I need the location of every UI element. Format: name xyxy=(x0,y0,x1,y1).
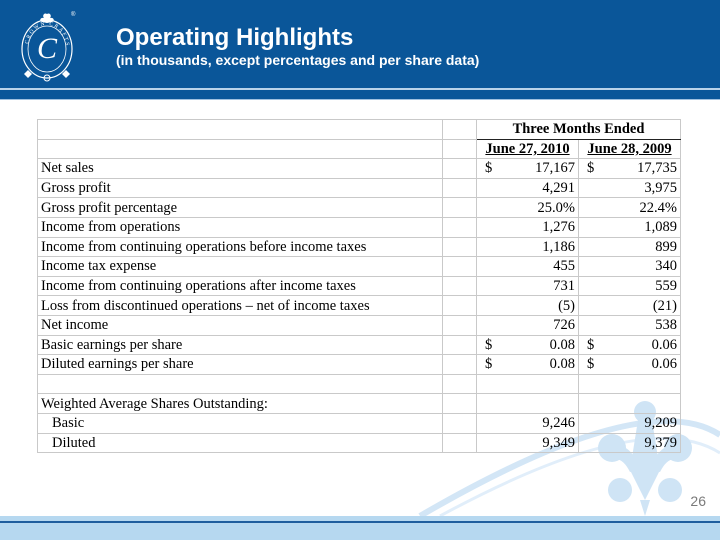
footer-bar xyxy=(0,516,720,540)
value-2009 xyxy=(579,276,681,296)
row-label: Basic xyxy=(38,413,443,433)
row-label: Loss from discontinued operations – net of income taxes xyxy=(38,296,443,316)
value-2010 xyxy=(477,335,579,355)
value-text: 17,735 xyxy=(637,160,677,177)
value-text: 9,379 xyxy=(644,434,677,451)
value-text: 22.4% xyxy=(639,199,677,216)
row-label: Income from continuing operations before income taxes xyxy=(38,237,443,257)
value-2010 xyxy=(477,217,579,237)
header-divider xyxy=(0,88,720,90)
header-bar xyxy=(0,0,720,99)
table-header-date-row xyxy=(38,139,681,159)
value-2010 xyxy=(477,159,579,179)
value-text: 0.06 xyxy=(651,356,677,373)
currency-symbol: $ xyxy=(587,336,595,353)
value-text: 538 xyxy=(655,317,677,334)
value-2010 xyxy=(477,355,579,375)
spacer-cell xyxy=(443,335,477,355)
column-group-header: Three Months Ended xyxy=(477,120,681,140)
footer-divider xyxy=(0,521,720,523)
value-text: 17,167 xyxy=(535,160,575,177)
row-label: Gross profit percentage xyxy=(38,198,443,218)
table-row xyxy=(38,374,681,394)
value-2009 xyxy=(579,198,681,218)
page-subtitle: (in thousands, except percentages and per share data) xyxy=(116,52,480,68)
value-2010 xyxy=(477,394,579,414)
spacer-cell xyxy=(443,394,477,414)
value-2010 xyxy=(477,433,579,453)
value-text: 0.06 xyxy=(651,336,677,353)
table-row xyxy=(38,159,681,179)
table-row xyxy=(38,296,681,316)
svg-text:C: C xyxy=(36,32,58,65)
page-number: 26 xyxy=(690,493,706,509)
value-text: (21) xyxy=(652,297,677,314)
value-2010 xyxy=(477,237,579,257)
svg-text:CROWN CRAFTS: CROWN CRAFTS xyxy=(24,20,71,48)
column-header-2009: June 28, 2009 xyxy=(579,139,681,159)
value-text: (5) xyxy=(558,297,575,314)
spacer-cell xyxy=(443,217,477,237)
value-text: 0.08 xyxy=(549,336,575,353)
currency-symbol: $ xyxy=(485,336,493,353)
row-label: Diluted xyxy=(38,433,443,453)
column-header-2010: June 27, 2010 xyxy=(477,139,579,159)
table-row xyxy=(38,355,681,375)
row-label: Net sales xyxy=(38,159,443,179)
value-2009 xyxy=(579,257,681,277)
value-2010 xyxy=(477,315,579,335)
row-label: Gross profit xyxy=(38,178,443,198)
table-header-group-row xyxy=(38,120,681,140)
row-label: Weighted Average Shares Outstanding: xyxy=(38,394,443,414)
value-2010 xyxy=(477,413,579,433)
value-text: 9,246 xyxy=(542,415,575,432)
value-text: 0.08 xyxy=(549,356,575,373)
value-text: 1,276 xyxy=(542,219,575,236)
row-label: Income tax expense xyxy=(38,257,443,277)
spacer-cell xyxy=(443,198,477,218)
value-2009 xyxy=(579,335,681,355)
spacer-cell xyxy=(443,433,477,453)
spacer-cell xyxy=(443,159,477,179)
header-bottom-line xyxy=(0,99,720,100)
spacer-cell xyxy=(443,296,477,316)
value-text: 3,975 xyxy=(644,180,677,197)
table-row xyxy=(38,276,681,296)
value-text: 340 xyxy=(655,258,677,275)
table-row xyxy=(38,198,681,218)
value-2009 xyxy=(579,159,681,179)
operating-highlights-table xyxy=(37,119,681,453)
value-2009 xyxy=(579,296,681,316)
value-text: 9,349 xyxy=(542,434,575,451)
table-row xyxy=(38,237,681,257)
value-2009 xyxy=(579,413,681,433)
spacer-cell xyxy=(443,276,477,296)
spacer-cell xyxy=(443,178,477,198)
value-2009 xyxy=(579,355,681,375)
value-text: 731 xyxy=(553,278,575,295)
table-row xyxy=(38,394,681,414)
value-text: 726 xyxy=(553,317,575,334)
value-2010 xyxy=(477,276,579,296)
spacer-cell xyxy=(443,355,477,375)
page-title: Operating Highlights xyxy=(116,24,354,51)
value-2009 xyxy=(579,394,681,414)
table-row xyxy=(38,335,681,355)
value-text: 9,209 xyxy=(644,415,677,432)
value-2010 xyxy=(477,198,579,218)
value-2009 xyxy=(579,217,681,237)
value-2010 xyxy=(477,296,579,316)
value-2009 xyxy=(579,374,681,394)
table-row xyxy=(38,257,681,277)
row-label: Net income xyxy=(38,315,443,335)
spacer-cell xyxy=(443,413,477,433)
spacer-cell xyxy=(443,237,477,257)
row-label: Basic earnings per share xyxy=(38,335,443,355)
crown-crafts-logo xyxy=(16,8,80,86)
value-text: 25.0% xyxy=(537,199,575,216)
row-label: Diluted earnings per share xyxy=(38,355,443,375)
value-2010 xyxy=(477,257,579,277)
currency-symbol: $ xyxy=(485,160,493,177)
row-label: Income from continuing operations after income taxes xyxy=(38,276,443,296)
value-text: 455 xyxy=(553,258,575,275)
row-label: Income from operations xyxy=(38,217,443,237)
row-label xyxy=(38,374,443,394)
value-text: 559 xyxy=(655,278,677,295)
table-row xyxy=(38,413,681,433)
value-2010 xyxy=(477,178,579,198)
value-2009 xyxy=(579,315,681,335)
value-2010 xyxy=(477,374,579,394)
value-text: 1,089 xyxy=(644,219,677,236)
spacer-cell xyxy=(443,374,477,394)
currency-symbol: $ xyxy=(587,160,595,177)
table-row xyxy=(38,178,681,198)
spacer-cell xyxy=(443,315,477,335)
spacer-cell xyxy=(443,257,477,277)
value-text: 1,186 xyxy=(542,238,575,255)
svg-text:®: ® xyxy=(71,12,76,18)
table-row xyxy=(38,315,681,335)
value-2009 xyxy=(579,178,681,198)
currency-symbol: $ xyxy=(485,356,493,373)
value-2009 xyxy=(579,433,681,453)
value-2009 xyxy=(579,237,681,257)
table-row xyxy=(38,217,681,237)
value-text: 899 xyxy=(655,238,677,255)
table-row xyxy=(38,433,681,453)
value-text: 4,291 xyxy=(542,180,575,197)
currency-symbol: $ xyxy=(587,356,595,373)
